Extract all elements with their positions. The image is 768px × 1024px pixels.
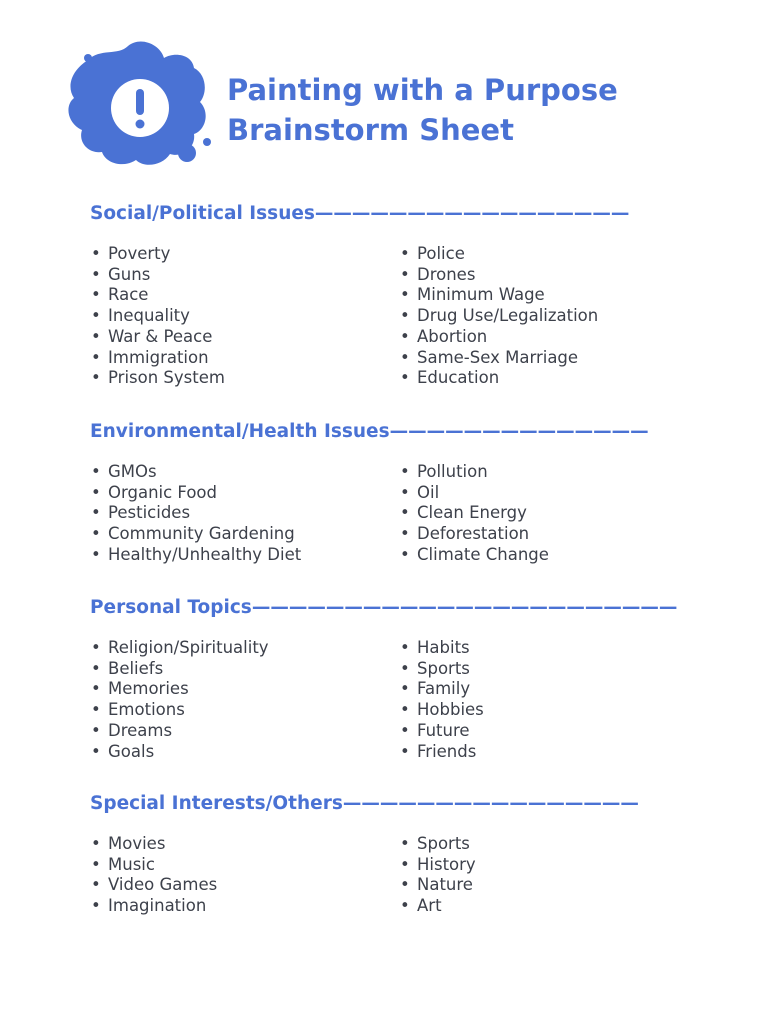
list-item: • Friends <box>399 742 484 763</box>
list-item: • GMOs <box>90 462 301 483</box>
list-item: • Healthy/Unhealthy Diet <box>90 545 301 566</box>
topic-list-right <box>399 244 598 389</box>
list-item: • Goals <box>90 742 269 763</box>
list-item: • Pollution <box>399 462 549 483</box>
topic-list-left <box>90 834 217 917</box>
list-item: • Movies <box>90 834 217 855</box>
list-item: • History <box>399 855 476 876</box>
page-title-line-2: Brainstorm Sheet <box>227 113 514 147</box>
page-title <box>227 70 618 150</box>
section-heading: Social/Political Issues————————————————— <box>90 203 630 224</box>
list-item: • Inequality <box>90 306 225 327</box>
list-item: • Race <box>90 285 225 306</box>
section-social-political <box>90 202 690 388</box>
section-heading: Environmental/Health Issues—————————————— <box>90 421 649 442</box>
topic-list-right <box>399 638 484 762</box>
list-item: • Memories <box>90 679 269 700</box>
topic-list-left <box>90 462 301 566</box>
list-item: • Religion/Spirituality <box>90 638 269 659</box>
list-item: • Deforestation <box>399 524 549 545</box>
list-item: • Police <box>399 244 598 265</box>
topic-list-right <box>399 462 549 566</box>
list-item: • Poverty <box>90 244 225 265</box>
list-item: • Future <box>399 721 484 742</box>
list-item: • Imagination <box>90 896 217 917</box>
topic-list-left <box>90 638 269 762</box>
list-item: • Family <box>399 679 484 700</box>
list-item: • War & Peace <box>90 327 225 348</box>
list-item: • Community Gardening <box>90 524 301 545</box>
section-special-interests <box>90 792 690 916</box>
list-item: • Pesticides <box>90 503 301 524</box>
list-item: • Guns <box>90 265 225 286</box>
list-item: • Education <box>399 368 598 389</box>
list-item: • Clean Energy <box>399 503 549 524</box>
list-item: • Habits <box>399 638 484 659</box>
topic-list-left <box>90 244 225 389</box>
section-heading: Personal Topics——————————————————————— <box>90 597 678 618</box>
list-item: • Beliefs <box>90 659 269 680</box>
list-item: • Same-Sex Marriage <box>399 348 598 369</box>
list-item: • Sports <box>399 659 484 680</box>
list-item: • Art <box>399 896 476 917</box>
list-item: • Dreams <box>90 721 269 742</box>
list-item: • Sports <box>399 834 476 855</box>
list-item: • Emotions <box>90 700 269 721</box>
list-item: • Prison System <box>90 368 225 389</box>
section-heading: Special Interests/Others———————————————— <box>90 793 639 814</box>
section-environmental-health <box>90 420 690 564</box>
list-item: • Nature <box>399 875 476 896</box>
list-item: • Drug Use/Legalization <box>399 306 598 327</box>
list-item: • Music <box>90 855 217 876</box>
list-item: • Drones <box>399 265 598 286</box>
page-header <box>60 38 700 178</box>
list-item: • Immigration <box>90 348 225 369</box>
list-item: • Minimum Wage <box>399 285 598 306</box>
list-item: • Organic Food <box>90 483 301 504</box>
list-item: • Oil <box>399 483 549 504</box>
list-item: • Climate Change <box>399 545 549 566</box>
list-item: • Abortion <box>399 327 598 348</box>
list-item: • Hobbies <box>399 700 484 721</box>
topic-list-right <box>399 834 476 917</box>
exclamation-splat-icon <box>60 38 220 173</box>
section-personal-topics <box>90 596 690 761</box>
page-title-line-1: Painting with a Purpose <box>227 73 618 107</box>
list-item: • Video Games <box>90 875 217 896</box>
